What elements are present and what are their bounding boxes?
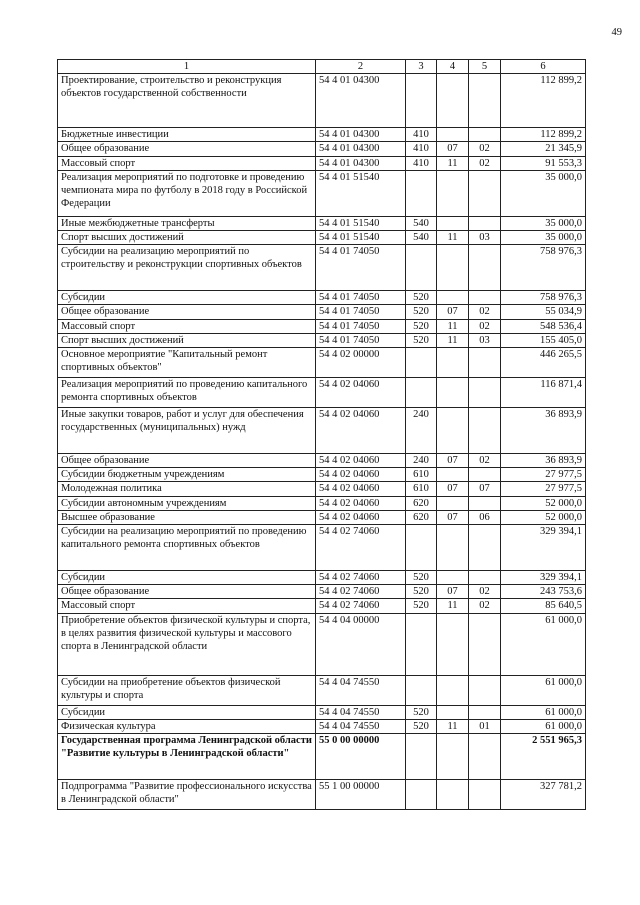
row-expense-type-cell: 620	[406, 496, 437, 510]
row-subsection-cell: 02	[469, 142, 501, 156]
table-row	[58, 705, 586, 719]
row-code-cell: 54 4 01 04300	[316, 128, 406, 142]
table-row	[58, 170, 586, 216]
row-expense-type-cell: 540	[406, 216, 437, 230]
row-name-cell: Спорт высших достижений	[58, 231, 316, 245]
table-row	[58, 319, 586, 333]
row-amount-cell: 36 893,9	[501, 454, 586, 468]
row-code-cell: 54 4 02 04060	[316, 482, 406, 496]
row-amount-cell: 36 893,9	[501, 408, 586, 454]
row-subsection-cell	[469, 408, 501, 454]
table-row	[58, 468, 586, 482]
row-amount-cell: 758 976,3	[501, 245, 586, 291]
row-expense-type-cell	[406, 734, 437, 780]
row-expense-type-cell	[406, 525, 437, 571]
row-code-cell: 54 4 01 74050	[316, 333, 406, 347]
row-amount-cell: 61 000,0	[501, 613, 586, 675]
row-subsection-cell	[469, 705, 501, 719]
row-expense-type-cell: 520	[406, 599, 437, 613]
row-section-cell	[437, 245, 469, 291]
row-section-cell: 07	[437, 585, 469, 599]
row-subsection-cell	[469, 291, 501, 305]
row-subsection-cell: 02	[469, 156, 501, 170]
header-col-4: 4	[437, 60, 469, 74]
row-name-cell: Спорт высших достижений	[58, 333, 316, 347]
row-expense-type-cell: 520	[406, 291, 437, 305]
row-subsection-cell	[469, 780, 501, 810]
row-expense-type-cell: 520	[406, 705, 437, 719]
row-name-cell: Субсидии	[58, 705, 316, 719]
row-section-cell	[437, 291, 469, 305]
row-expense-type-cell: 240	[406, 454, 437, 468]
row-subsection-cell: 03	[469, 231, 501, 245]
table-row	[58, 348, 586, 378]
table-body	[58, 74, 586, 810]
row-name-cell: Общее образование	[58, 305, 316, 319]
row-code-cell: 55 1 00 00000	[316, 780, 406, 810]
row-name-cell: Физическая культура	[58, 719, 316, 733]
row-subsection-cell	[469, 348, 501, 378]
row-code-cell: 54 4 02 04060	[316, 510, 406, 524]
row-amount-cell: 329 394,1	[501, 525, 586, 571]
row-section-cell	[437, 734, 469, 780]
table-row	[58, 613, 586, 675]
table-row	[58, 216, 586, 230]
table-row	[58, 571, 586, 585]
row-code-cell: 54 4 01 51540	[316, 170, 406, 216]
row-section-cell	[437, 613, 469, 675]
row-amount-cell: 329 394,1	[501, 571, 586, 585]
row-code-cell: 54 4 02 74060	[316, 525, 406, 571]
row-name-cell: Основное мероприятие "Капитальный ремонт спортивных объектов"	[58, 348, 316, 378]
row-expense-type-cell	[406, 613, 437, 675]
table-row	[58, 675, 586, 705]
row-section-cell	[437, 496, 469, 510]
row-expense-type-cell	[406, 378, 437, 408]
row-expense-type-cell: 520	[406, 571, 437, 585]
row-name-cell: Субсидии бюджетным учреждениям	[58, 468, 316, 482]
page-number: 49	[611, 27, 622, 38]
row-section-cell	[437, 216, 469, 230]
header-col-1: 1	[58, 60, 316, 74]
row-expense-type-cell: 410	[406, 142, 437, 156]
row-subsection-cell	[469, 675, 501, 705]
table-row	[58, 291, 586, 305]
header-col-6: 6	[501, 60, 586, 74]
row-amount-cell: 61 000,0	[501, 719, 586, 733]
row-code-cell: 54 4 01 74050	[316, 305, 406, 319]
row-code-cell: 54 4 02 74060	[316, 571, 406, 585]
table-row	[58, 231, 586, 245]
row-amount-cell: 61 000,0	[501, 705, 586, 719]
row-expense-type-cell: 520	[406, 333, 437, 347]
row-amount-cell: 27 977,5	[501, 468, 586, 482]
row-name-cell: Массовый спорт	[58, 599, 316, 613]
row-section-cell	[437, 571, 469, 585]
row-section-cell	[437, 74, 469, 128]
table-row	[58, 128, 586, 142]
row-name-cell: Иные межбюджетные трансферты	[58, 216, 316, 230]
table-row	[58, 142, 586, 156]
row-code-cell: 54 4 01 04300	[316, 74, 406, 128]
row-section-cell	[437, 408, 469, 454]
row-subsection-cell: 02	[469, 585, 501, 599]
row-amount-cell: 112 899,2	[501, 128, 586, 142]
row-subsection-cell: 03	[469, 333, 501, 347]
row-section-cell: 11	[437, 319, 469, 333]
row-name-cell: Массовый спорт	[58, 156, 316, 170]
table-row	[58, 408, 586, 454]
row-code-cell: 54 4 02 04060	[316, 408, 406, 454]
row-section-cell	[437, 348, 469, 378]
row-amount-cell: 21 345,9	[501, 142, 586, 156]
row-code-cell: 54 4 04 74550	[316, 675, 406, 705]
row-amount-cell: 61 000,0	[501, 675, 586, 705]
table-row	[58, 496, 586, 510]
row-subsection-cell: 02	[469, 305, 501, 319]
row-amount-cell: 52 000,0	[501, 496, 586, 510]
row-subsection-cell: 06	[469, 510, 501, 524]
row-code-cell: 54 4 01 51540	[316, 216, 406, 230]
row-code-cell: 54 4 02 04060	[316, 468, 406, 482]
row-name-cell: Массовый спорт	[58, 319, 316, 333]
row-section-cell	[437, 705, 469, 719]
table-row	[58, 780, 586, 810]
row-section-cell: 11	[437, 156, 469, 170]
table-row	[58, 333, 586, 347]
row-code-cell: 54 4 01 04300	[316, 156, 406, 170]
row-section-cell	[437, 128, 469, 142]
row-section-cell: 07	[437, 454, 469, 468]
row-amount-cell: 35 000,0	[501, 170, 586, 216]
header-col-3: 3	[406, 60, 437, 74]
row-amount-cell: 243 753,6	[501, 585, 586, 599]
row-code-cell: 54 4 01 04300	[316, 142, 406, 156]
row-section-cell	[437, 378, 469, 408]
row-subsection-cell: 02	[469, 319, 501, 333]
row-subsection-cell	[469, 734, 501, 780]
table-row	[58, 454, 586, 468]
row-section-cell: 07	[437, 482, 469, 496]
row-amount-cell: 55 034,9	[501, 305, 586, 319]
row-amount-cell: 112 899,2	[501, 74, 586, 128]
row-expense-type-cell: 520	[406, 319, 437, 333]
row-expense-type-cell	[406, 74, 437, 128]
row-name-cell: Субсидии на приобретение объектов физической культуры и спорта	[58, 675, 316, 705]
row-name-cell: Общее образование	[58, 454, 316, 468]
row-subsection-cell	[469, 613, 501, 675]
row-name-cell: Общее образование	[58, 585, 316, 599]
row-amount-cell: 85 640,5	[501, 599, 586, 613]
row-section-cell: 11	[437, 333, 469, 347]
row-name-cell: Субсидии	[58, 571, 316, 585]
row-code-cell: 54 4 02 04060	[316, 496, 406, 510]
row-amount-cell: 91 553,3	[501, 156, 586, 170]
row-subsection-cell	[469, 525, 501, 571]
row-amount-cell: 52 000,0	[501, 510, 586, 524]
row-section-cell: 07	[437, 510, 469, 524]
header-col-5: 5	[469, 60, 501, 74]
row-amount-cell: 758 976,3	[501, 291, 586, 305]
table-row	[58, 510, 586, 524]
row-subsection-cell	[469, 571, 501, 585]
row-expense-type-cell: 620	[406, 510, 437, 524]
row-amount-cell: 327 781,2	[501, 780, 586, 810]
row-amount-cell: 548 536,4	[501, 319, 586, 333]
row-code-cell: 54 4 04 74550	[316, 705, 406, 719]
table-row	[58, 734, 586, 780]
header-col-2: 2	[316, 60, 406, 74]
row-name-cell: Субсидии на реализацию мероприятий по проведению капитального ремонта спортивных объектов	[58, 525, 316, 571]
row-expense-type-cell	[406, 675, 437, 705]
row-amount-cell: 27 977,5	[501, 482, 586, 496]
row-code-cell: 54 4 04 74550	[316, 719, 406, 733]
row-expense-type-cell	[406, 780, 437, 810]
row-expense-type-cell: 520	[406, 719, 437, 733]
table-row	[58, 156, 586, 170]
row-subsection-cell	[469, 216, 501, 230]
row-name-cell: Субсидии	[58, 291, 316, 305]
row-code-cell: 54 4 01 51540	[316, 231, 406, 245]
row-expense-type-cell	[406, 348, 437, 378]
row-code-cell: 55 0 00 00000	[316, 734, 406, 780]
row-section-cell: 07	[437, 305, 469, 319]
row-name-cell: Реализация мероприятий по проведению капитального ремонта спортивных объектов	[58, 378, 316, 408]
row-amount-cell: 35 000,0	[501, 231, 586, 245]
row-name-cell: Подпрограмма "Развитие профессионального искусства в Ленинградской области"	[58, 780, 316, 810]
row-name-cell: Субсидии автономным учреждениям	[58, 496, 316, 510]
row-section-cell	[437, 468, 469, 482]
row-subsection-cell	[469, 74, 501, 128]
row-name-cell: Бюджетные инвестиции	[58, 128, 316, 142]
row-subsection-cell	[469, 378, 501, 408]
row-expense-type-cell: 520	[406, 585, 437, 599]
row-code-cell: 54 4 01 74050	[316, 319, 406, 333]
table-row	[58, 525, 586, 571]
row-subsection-cell	[469, 170, 501, 216]
row-subsection-cell	[469, 245, 501, 291]
row-name-cell: Проектирование, строительство и реконструкция объектов государственной собственности	[58, 74, 316, 128]
row-expense-type-cell: 610	[406, 482, 437, 496]
row-section-cell: 11	[437, 231, 469, 245]
table-header-row	[58, 60, 586, 74]
table-row	[58, 585, 586, 599]
row-name-cell: Приобретение объектов физической культуры и спорта, в целях развития физической культуры и массового спорта в Ленинградской области	[58, 613, 316, 675]
row-section-cell	[437, 780, 469, 810]
row-section-cell	[437, 675, 469, 705]
row-subsection-cell: 02	[469, 454, 501, 468]
table-row	[58, 74, 586, 128]
row-amount-cell: 446 265,5	[501, 348, 586, 378]
row-code-cell: 54 4 02 74060	[316, 585, 406, 599]
row-section-cell: 07	[437, 142, 469, 156]
row-amount-cell: 116 871,4	[501, 378, 586, 408]
row-subsection-cell	[469, 496, 501, 510]
row-expense-type-cell: 410	[406, 128, 437, 142]
table-row	[58, 245, 586, 291]
table-row	[58, 305, 586, 319]
row-expense-type-cell: 240	[406, 408, 437, 454]
row-subsection-cell: 01	[469, 719, 501, 733]
row-subsection-cell	[469, 128, 501, 142]
row-amount-cell: 2 551 965,3	[501, 734, 586, 780]
row-code-cell: 54 4 01 74050	[316, 245, 406, 291]
table-row	[58, 599, 586, 613]
row-amount-cell: 155 405,0	[501, 333, 586, 347]
row-expense-type-cell	[406, 170, 437, 216]
row-subsection-cell: 07	[469, 482, 501, 496]
row-name-cell: Общее образование	[58, 142, 316, 156]
row-name-cell: Иные закупки товаров, работ и услуг для обеспечения государственных (муниципальных) нужд	[58, 408, 316, 454]
row-amount-cell: 35 000,0	[501, 216, 586, 230]
row-name-cell: Субсидии на реализацию мероприятий по строительству и реконструкции спортивных объектов	[58, 245, 316, 291]
row-subsection-cell: 02	[469, 599, 501, 613]
table-row	[58, 719, 586, 733]
row-name-cell: Молодежная политика	[58, 482, 316, 496]
row-expense-type-cell: 520	[406, 305, 437, 319]
row-section-cell	[437, 525, 469, 571]
row-name-cell: Государственная программа Ленинградской области "Развитие культуры в Ленинградской области"	[58, 734, 316, 780]
row-subsection-cell	[469, 468, 501, 482]
row-code-cell: 54 4 04 00000	[316, 613, 406, 675]
row-section-cell: 11	[437, 719, 469, 733]
row-name-cell: Реализация мероприятий по подготовке и проведению чемпионата мира по футболу в 2018 году в Российской Федерации	[58, 170, 316, 216]
row-code-cell: 54 4 02 00000	[316, 348, 406, 378]
budget-table	[57, 59, 586, 810]
row-expense-type-cell: 610	[406, 468, 437, 482]
row-section-cell: 11	[437, 599, 469, 613]
row-code-cell: 54 4 02 74060	[316, 599, 406, 613]
row-code-cell: 54 4 02 04060	[316, 378, 406, 408]
table-row	[58, 482, 586, 496]
row-code-cell: 54 4 01 74050	[316, 291, 406, 305]
row-expense-type-cell: 410	[406, 156, 437, 170]
row-name-cell: Высшее образование	[58, 510, 316, 524]
table-row	[58, 378, 586, 408]
row-code-cell: 54 4 02 04060	[316, 454, 406, 468]
row-expense-type-cell: 540	[406, 231, 437, 245]
row-expense-type-cell	[406, 245, 437, 291]
row-section-cell	[437, 170, 469, 216]
